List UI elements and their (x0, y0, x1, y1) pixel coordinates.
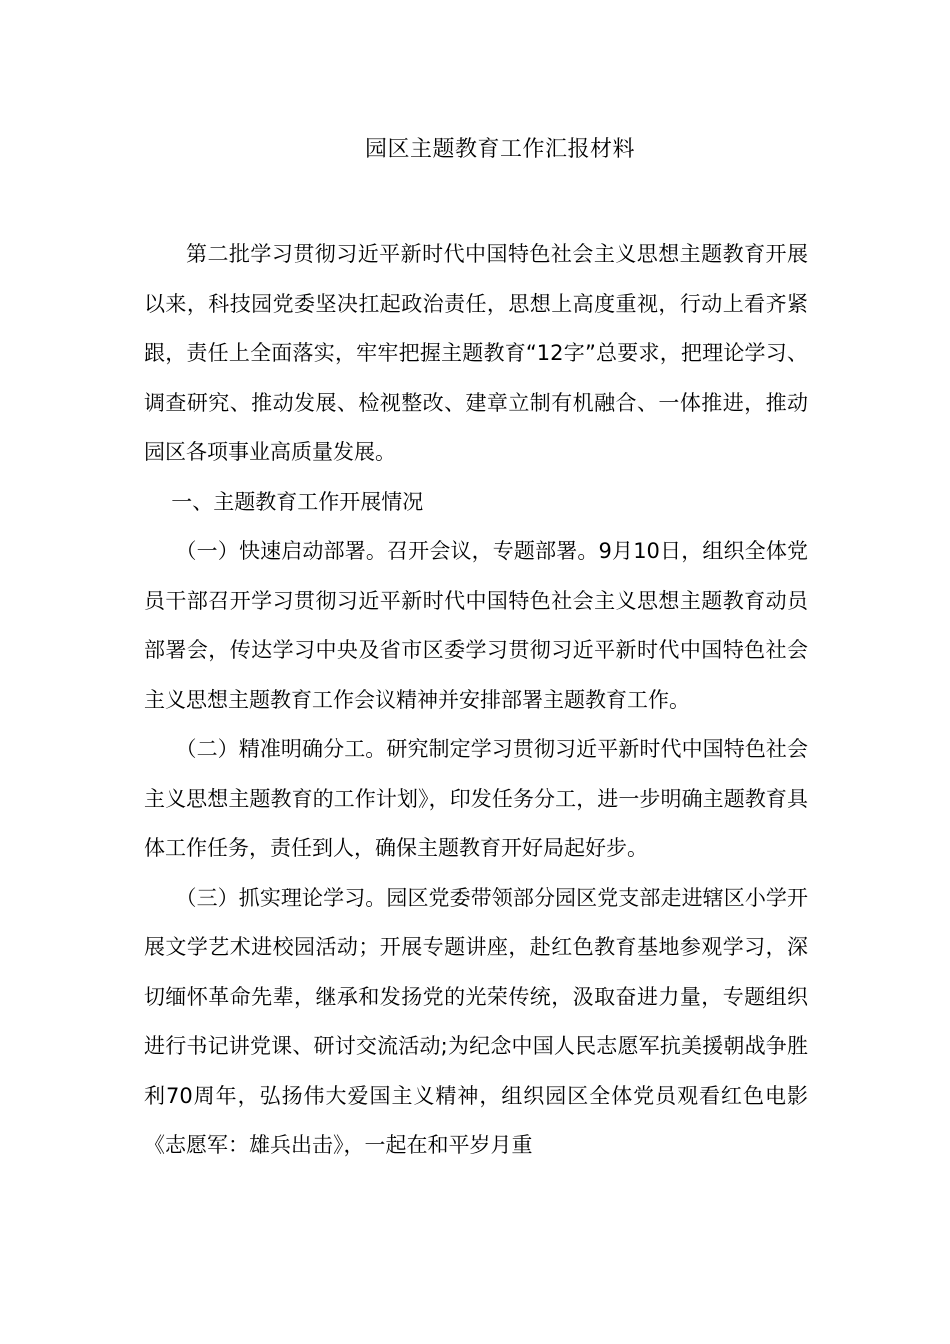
document-body (144, 230, 808, 1171)
section-heading: 一、主题教育工作开展情况 (171, 489, 424, 514)
subsection-paragraph-1: （一）快速启动部署。召开会议，专题部署。9月10日，组织全体党员干部召开学习贯彻习近平新时代中国特色社会主义思想主题教育动员部署会，传达学习中央及省市区委学习贯彻习近平新时代中国特色社会主义思想主题教育工作会议精神并安排部署主题教育工作。 (144, 539, 808, 712)
intro-paragraph: 第二批学习贯彻习近平新时代中国特色社会主义思想主题教育开展以来，科技园党委坚决扛起政治责任，思想上高度重视，行动上看齐紧跟，责任上全面落实，牢牢把握主题教育“12字”总要求，把理论学习、调查研究、推动发展、检视整改、建章立制有机融合、一体推进，推动园区各项事业高质量发展。 (144, 242, 808, 464)
subsection-paragraph-2: （二）精准明确分工。研究制定学习贯彻习近平新时代中国特色社会主义思想主题教育的工作计划》，印发任务分工，进一步明确主题教育具体工作任务，责任到人，确保主题教育开好局起好步。 (144, 737, 808, 860)
subsection-paragraph-3: （三）抓实理论学习。园区党委带领部分园区党支部走进辖区小学开展文学艺术进校园活动；开展专题讲座，赴红色教育基地参观学习，深切缅怀革命先辈，继承和发扬党的光荣传统，汲取奋进力量，专题组织进行书记讲党课、研讨交流活动;为纪念中国人民志愿军抗美援朝战争胜利70周年，弘扬伟大爱国主义精神，组织园区全体党员观看红色电影《志愿军：雄兵出击》，一起在和平岁月重 (144, 885, 808, 1157)
document-title: 园区主题教育工作汇报材料 (364, 137, 635, 162)
